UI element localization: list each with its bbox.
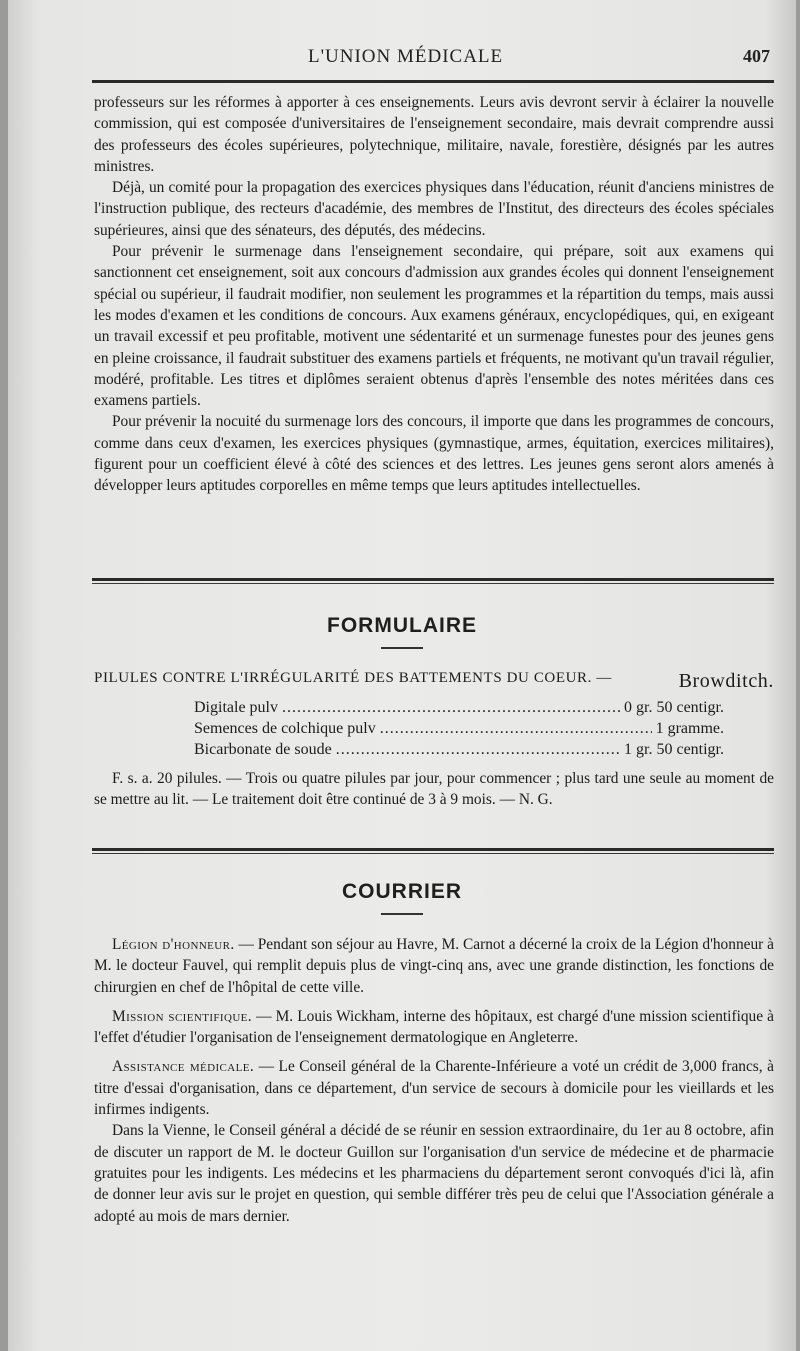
news-item [94, 1006, 774, 1049]
article-continuation [94, 92, 774, 497]
formulaire-heading: FORMULAIRE [327, 614, 477, 637]
paragraph: Dans la Vienne, le Conseil général a décidé de se réunir en session extraordinaire, du 1er au 8 octobre, afin de discuter un rapport de M. le docteur Guillon sur l'organisation d'un service de médecine et de pharmacie gratuites pour les indigents. Les médecins et les pharmaciens du département seront convoqués d'ici là, afin de donner leur avis sur le projet en question, qui semble différer très peu de celui que l'Association générale a adopté au mois de mars dernier. [94, 1122, 774, 1225]
recipe-author: Browditch. [678, 670, 774, 692]
paragraph: professeurs sur les réformes à apporter à ces enseignements. Leurs avis devront servir à éclairer la nouvelle commission, qui est composée d'universitaires de l'enseignement secondaire, mais devrait comprendre aussi des professeurs des écoles supérieures, polytechnique, militaire, navale, forestière, désignés par les autres ministres. [94, 94, 774, 175]
ingredient-row [194, 697, 724, 718]
section-divider-thin [92, 853, 774, 854]
news-text: — Pendant son séjour au Havre, M. Carnot a décerné la croix de la Légion d'honneur à M. le docteur Fauvel, qui remplit depuis plus de vingt-cinq ans, avec une grande distinction, les fonctions de chirurgien en chef de l'hôpital de cette ville. [94, 936, 774, 996]
page-number: 407 [743, 46, 770, 66]
ingredient-name: Digitale pulv [194, 699, 278, 716]
ingredient-row [194, 718, 724, 739]
paragraph: Pour prévenir le surmenage dans l'enseignement secondaire, qui prépare, soit aux examens qui sanctionnent cet enseignement, soit aux concours d'admission aux grandes écoles qui donnent l'enseignement spécial ou supérieur, il faudrait modifier, non seulement les programmes et la répartition du temps, mais aussi les modes d'examen et les conditions de concours. Aux examens généraux, encyclopédiques, qui, en exigeant un travail excessif et peu profitable, motivent une sédentarité et un surmenage funestes pour des jeunes gens en pleine croissance, il faudrait substituer des examens partiels et fréquents, ne motivant qu'un travail régulier, modéré, profitable. Les titres et diplômes seraient obtenus d'après l'ensemble des notes méritées dans ces examens partiels. [94, 243, 774, 410]
ingredient-dose: 1 gr. 50 centigr. [624, 741, 724, 758]
ingredient-dose: 0 gr. 50 centigr. [624, 699, 724, 716]
news-text: — M. Louis Wickham, interne des hôpitaux, est chargé d'une mission scientifique à l'effet d'étudier l'organisation de l'enseignement dermatologique en Angleterre. [94, 1007, 774, 1047]
heading-underline [381, 913, 423, 915]
news-label: Légion d'honneur. [112, 936, 235, 953]
section-divider-thin [92, 583, 774, 584]
running-header [8, 44, 796, 72]
news-item [94, 934, 774, 998]
ingredient-row [194, 739, 724, 760]
heading-underline [381, 647, 423, 649]
section-divider [92, 848, 774, 851]
courrier-items [94, 934, 774, 1227]
paragraph: Pour prévenir la nocuité du surmenage lors des concours, il importe que dans les programmes de concours, comme dans ceux d'examen, les exercices physiques (gymnastique, armes, équitation, exercices militaires), figurent pour un coefficient élevé à côté des sciences et des lettres. Les jeunes gens seront alors amenés à développer leurs aptitudes corporelles en même temps que leurs aptitudes intellectuelles. [94, 413, 774, 495]
section-divider [92, 578, 774, 581]
paragraph: Déjà, un comité pour la propagation des exercices physiques dans l'éducation, réunit d'anciens ministres de l'instruction publique, des recteurs d'académie, des membres de l'Institut, des directeurs des écoles spéciales supérieures, ainsi que des sénateurs, des députés, des médecins. [94, 179, 774, 239]
running-title: L'UNION MÉDICALE [308, 46, 504, 67]
leader-dots [336, 739, 620, 760]
ingredient-list [194, 697, 724, 760]
courrier-heading: COURRIER [341, 880, 462, 903]
ingredient-name: Bicarbonate de soude [194, 741, 332, 758]
news-label: Assistance médicale. [112, 1058, 255, 1076]
recipe-name: PILULES CONTRE L'IRRÉGULARITÉ DES BATTEMENTS DU COEUR. — [94, 670, 612, 686]
recipe-title [94, 670, 774, 692]
recipe [94, 670, 774, 811]
ingredient-dose: 1 gramme. [655, 720, 724, 737]
journal-page [8, 0, 796, 1351]
news-item [94, 1056, 774, 1120]
recipe-instructions: F. s. a. 20 pilules. — Trois ou quatre pilules par jour, pour commencer ; plus tard une seule au moment de se mettre au lit. — Le traitement doit être continué de 3 à 9 mois. — N. G. [94, 770, 774, 809]
news-text: — Le Conseil général de la Charente-Inférieure a voté un crédit de 3,000 francs, à titre d'essai d'organisation, dans ce département, d'un service de secours à domicile pour les vieillards et les infirmes indigents. [94, 1058, 774, 1119]
news-label: Mission scientifique. [112, 1007, 253, 1025]
leader-dots [282, 697, 620, 718]
leader-dots [380, 718, 652, 739]
ingredient-name: Semences de colchique pulv [194, 720, 376, 737]
header-rule [92, 80, 774, 83]
